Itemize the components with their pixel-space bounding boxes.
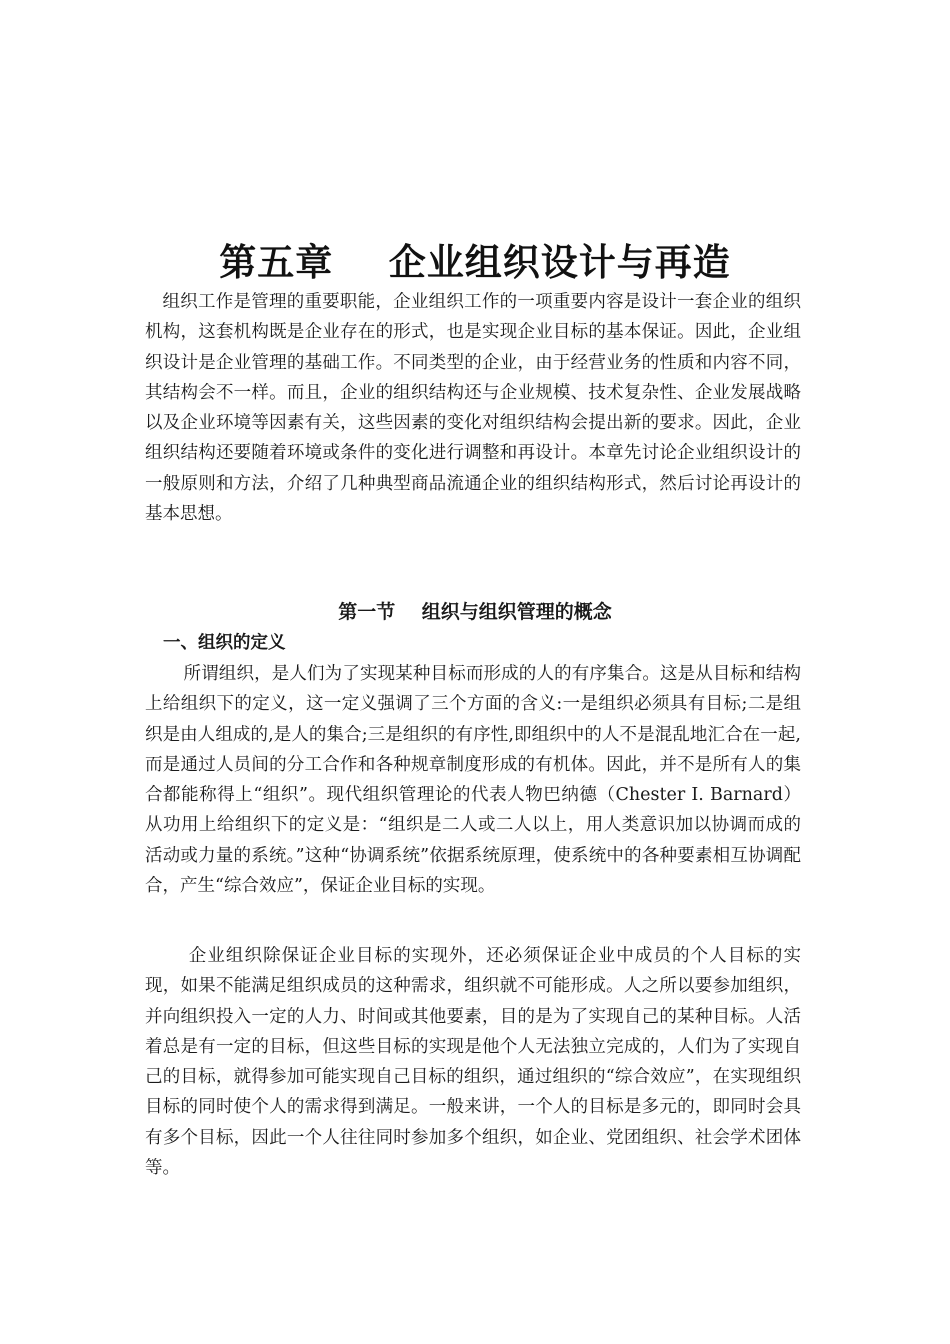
section-title: 第一节 组织与组织管理的概念 — [338, 600, 612, 623]
body-paragraph: 企业组织除保证企业目标的实现外，还必须保证企业中成员的个人目标的实现，如果不能满足组织成员的这种需求，组织就不可能形成。人之所以要参加组织，并向组织投入一定的人力、时间或其他要素，目的是为了实现自己的某种目标。人活着总是有一定的目标，但这些目标的实现是他个人无法独立完成的，人们为了实现自己的目标，就得参加可能实现自己目标的组织，通过组织的“综合效应”，在实现组织目标的同时使个人的需求得到满足。一般来讲，一个人的目标是多元的，即同时会具有多个目标，因此一个人往往同时参加多个组织，如企业、党团组织、社会学术团体等。 — [145, 946, 801, 1179]
body-paragraph: 所谓组织，是人们为了实现某种目标而形成的人的有序集合。这是从目标和结构上给组织下的定义，这一定义强调了三个方面的含义:一是组织必须具有目标;二是组织是由人组成的,是人的集合;三是组织的有序性,即组织中的人不是混乱地汇合在一起, 而是通过人员间的分工合作和各种规章制度形成的有机体。因此，并不是所有人的集合都能称得上“组织”。现代组织管理论的代表人物巴纳德（Chester I. Barnard）从功用上给组织下的定义是：“组织是二人或二人以上，用人类意识加以协调而成的活动或力量的系统。”这种“协调系统”依据系统原理，使系统中的各种要素相互协调配合，产生“综合效应”，保证企业目标的实现。 — [145, 664, 801, 897]
intro-paragraph: 组织工作是管理的重要职能，企业组织工作的一项重要内容是设计一套企业的组织机构，这套机构既是企业存在的形式，也是实现企业目标的基本保证。因此，企业组织设计是企业管理的基础工作。不同类型的企业，由于经营业务的性质和内容不同，其结构会不一样。而且，企业的组织结构还与企业规模、技术复杂性、企业发展战略以及企业环境等因素有关，这些因素的变化对组织结构会提出新的要求。因此，企业组织结构还要随着环境或条件的变化进行调整和再设计。本章先讨论企业组织设计的一般原则和方法，介绍了几种典型商品流通企业的组织结构形式，然后讨论再设计的基本思想。 — [145, 292, 801, 525]
subheading: 一、组织的定义 — [163, 633, 286, 653]
chapter-title: 第五章 企业组织设计与再造 — [219, 240, 731, 284]
